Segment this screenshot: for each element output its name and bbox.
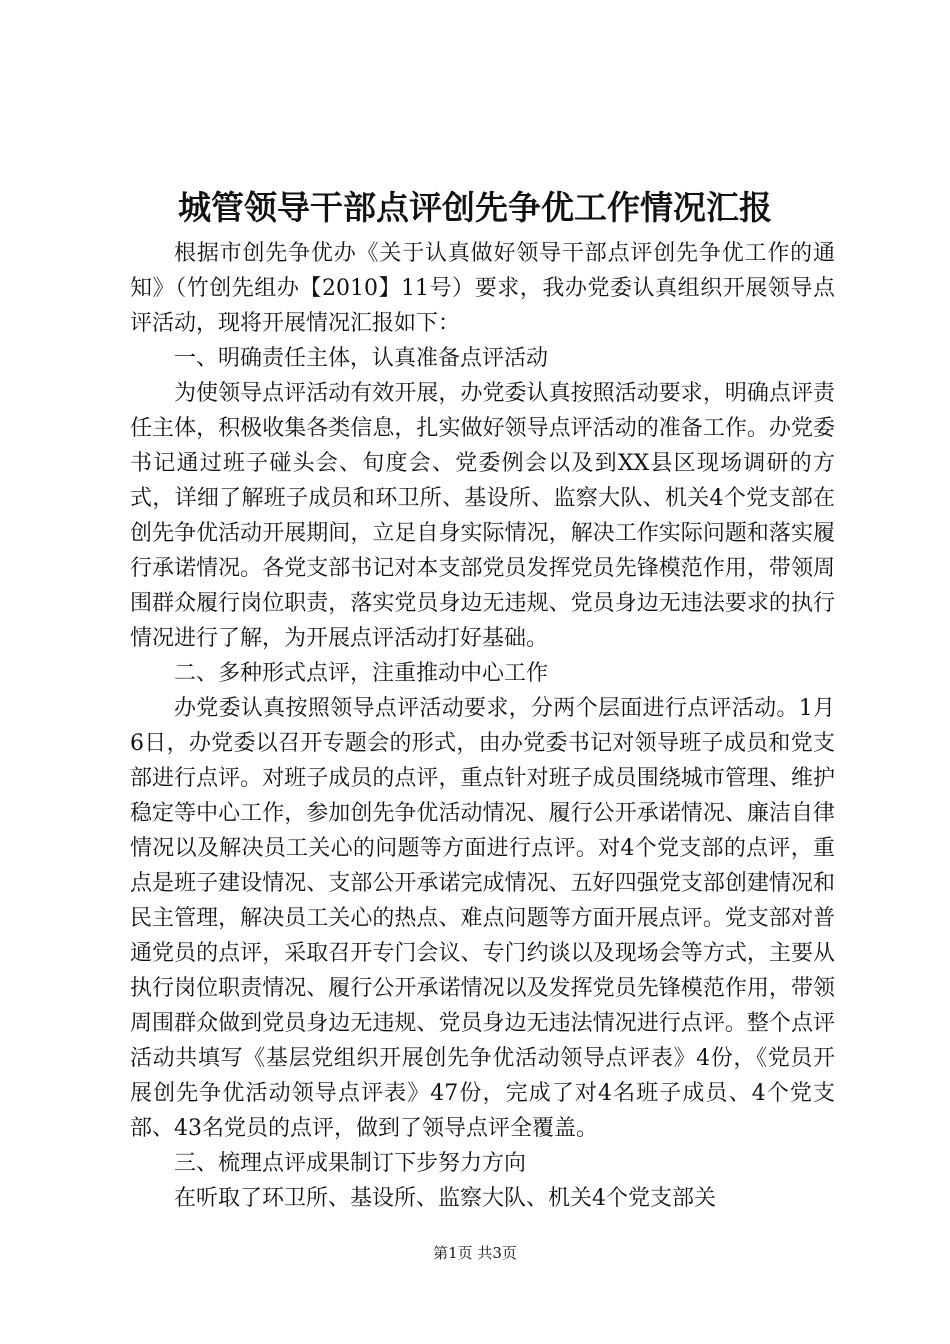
section-3-paragraph: 在听取了环卫所、基设所、监察大队、机关4个党支部关 [174,1186,716,1211]
section-heading-2: 二、多种形式点评，注重推动中心工作 [174,661,549,686]
intro-paragraph: 根据市创先争优办《关于认真做好领导干部点评创先争优工作的通知》（竹创先组办【2010】11号）要求，我办党委认真组织开展领导点评活动，现将开展情况汇报如下： [130,241,835,336]
document-title: 城管领导干部点评创先争优工作情况汇报 [178,188,772,227]
section-2-paragraph: 办党委认真按照领导点评活动要求，分两个层面进行点评活动。1月6日，办党委以召开专题会的形式，由办党委书记对领导班子成员和党支部进行点评。对班子成员的点评，重点针对班子成员围绕城市管理、维护稳定等中心工作，参加创先争优活动情况、履行公开承诺情况、廉洁自律情况以及解决员工关心的问题等方面进行点评。对4个党支部的点评，重点是班子建设情况、支部公开承诺完成情况、五好四强党支部创建情况和民主管理，解决员工关心的热点、难点问题等方面开展点评。党支部对普通党员的点评，采取召开专门会议、专门约谈以及现场会等方式，主要从执行岗位职责情况、履行公开承诺情况以及发挥党员先锋模范作用，带领周围群众做到党员身边无违规、党员身边无违法情况进行点评。整个点评活动共填写《基层党组织开展创先争优活动领导点评表》4份，《党员开展创先争优活动领导点评表》47份，完成了对4名班子成员、4个党支部、43名党员的点评，做到了领导点评全覆盖。 [130,696,835,1141]
section-1-paragraph: 为使领导点评活动有效开展，办党委认真按照活动要求，明确点评责任主体，积极收集各类信息，扎实做好领导点评活动的准备工作。办党委书记通过班子碰头会、旬度会、党委例会以及到XX县区现场调研的方式，详细了解班子成员和环卫所、基设所、监察大队、机关4个党支部在创先争优活动开展期间，立足自身实际情况，解决工作实际问题和落实履行承诺情况。各党支部书记对本支部党员发挥党员先锋模范作用，带领周围群众履行岗位职责，落实党员身边无违规、党员身边无违法要求的执行情况进行了解，为开展点评活动打好基础。 [130,381,835,651]
section-heading-1: 一、明确责任主体，认真准备点评活动 [174,346,549,371]
section-heading-3: 三、梳理点评成果制订下步努力方向 [174,1151,527,1176]
document-body [130,236,835,1216]
page-footer: 第1页 共3页 [433,1244,517,1262]
